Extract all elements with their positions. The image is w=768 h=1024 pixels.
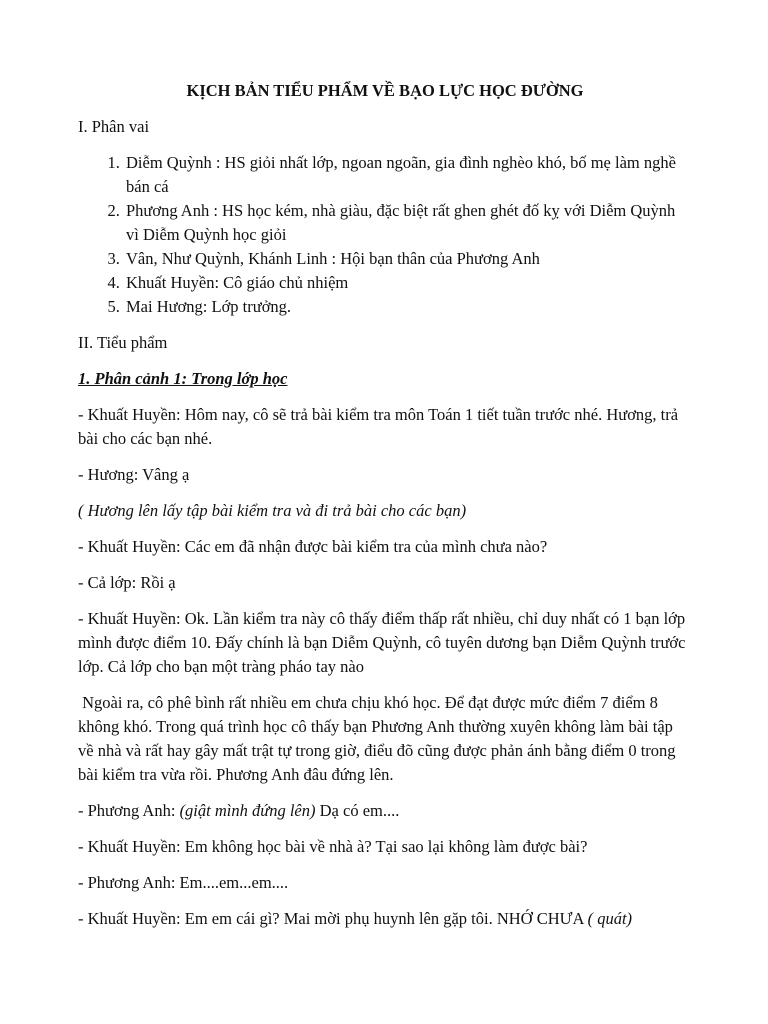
dialogue-line: - Cả lớp: Rồi ạ [78, 573, 176, 592]
section-heading-roles: I. Phân vai [78, 117, 150, 136]
section-heading-skit: II. Tiểu phẩm [78, 333, 168, 352]
list-item: 1. Diễm Quỳnh : HS giỏi nhất lớp, ngoan ngoãn, gia đình nghèo khó, bố mẹ làm nghề bán cá [124, 151, 692, 199]
stage-direction: ( quát) [587, 909, 633, 928]
list-item: 2. Phương Anh : HS học kém, nhà giàu, đặc biệt rất ghen ghét đố kỵ với Diễm Quỳnh vì Diễm Quỳnh học giỏi [124, 199, 692, 247]
dialogue-line: - Khuất Huyền: Các em đã nhận được bài kiểm tra của mình chưa nào? [78, 537, 548, 556]
dialogue-line [78, 799, 692, 823]
speech-text: - Khuất Huyền: Em em cái gì? Mai mời phụ huynh lên gặp tôi. NHỚ CHƯA [78, 909, 588, 928]
dialogue-line: - Khuất Huyền: Hôm nay, cô sẽ trả bài kiểm tra môn Toán 1 tiết tuần trước nhé. Hương, trả bài cho các bạn nhé. [78, 405, 679, 448]
speech-text: Dạ có em.... [315, 801, 400, 820]
dialogue-line: - Khuất Huyền: Em không học bài về nhà à? Tại sao lại không làm được bài? [78, 837, 588, 856]
list-item: 3. Vân, Như Quỳnh, Khánh Linh : Hội bạn thân của Phương Anh [124, 247, 692, 271]
stage-direction: (giật mình đứng lên) [179, 801, 316, 820]
speaker-text: - Phương Anh: [78, 801, 180, 820]
document-title: KỊCH BẢN TIỂU PHẨM VỀ BẠO LỰC HỌC ĐƯỜNG [186, 81, 584, 100]
dialogue-line [78, 907, 692, 931]
dialogue-line: - Hương: Vâng ạ [78, 465, 190, 484]
dialogue-line: - Khuất Huyền: Ok. Lần kiểm tra này cô thấy điểm thấp rất nhiều, chỉ duy nhất có 1 bạn lớp mình được điểm 10. Đấy chính là bạn Diễm Quỳnh, cô tuyên dương bạn Diễm Quỳnh trước lớp. Cả lớp cho bạn một tràng pháo tay nào [78, 609, 686, 676]
dialogue-line: - Phương Anh: Em....em...em.... [78, 873, 289, 892]
roles-list [78, 151, 692, 319]
list-item: 4. Khuất Huyền: Cô giáo chủ nhiệm [124, 271, 692, 295]
stage-direction: ( Hương lên lấy tập bài kiểm tra và đi trả bài cho các bạn) [78, 501, 467, 520]
scene-heading: 1. Phân cảnh 1: Trong lớp học [78, 369, 288, 388]
list-item: 5. Mai Hương: Lớp trưởng. [124, 295, 692, 319]
dialogue-line: Ngoài ra, cô phê bình rất nhiều em chưa chịu khó học. Để đạt được mức điểm 7 điểm 8 không khó. Trong quá trình học cô thấy bạn Phương Anh thường xuyên không làm bài tập về nhà và rất hay gây mất trật tự trong giờ, điểu đõ cũng được phản ánh bằng điểm 0 trong bài kiểm tra vừa rồi. Phương Anh đâu đứng lên. [78, 693, 680, 784]
